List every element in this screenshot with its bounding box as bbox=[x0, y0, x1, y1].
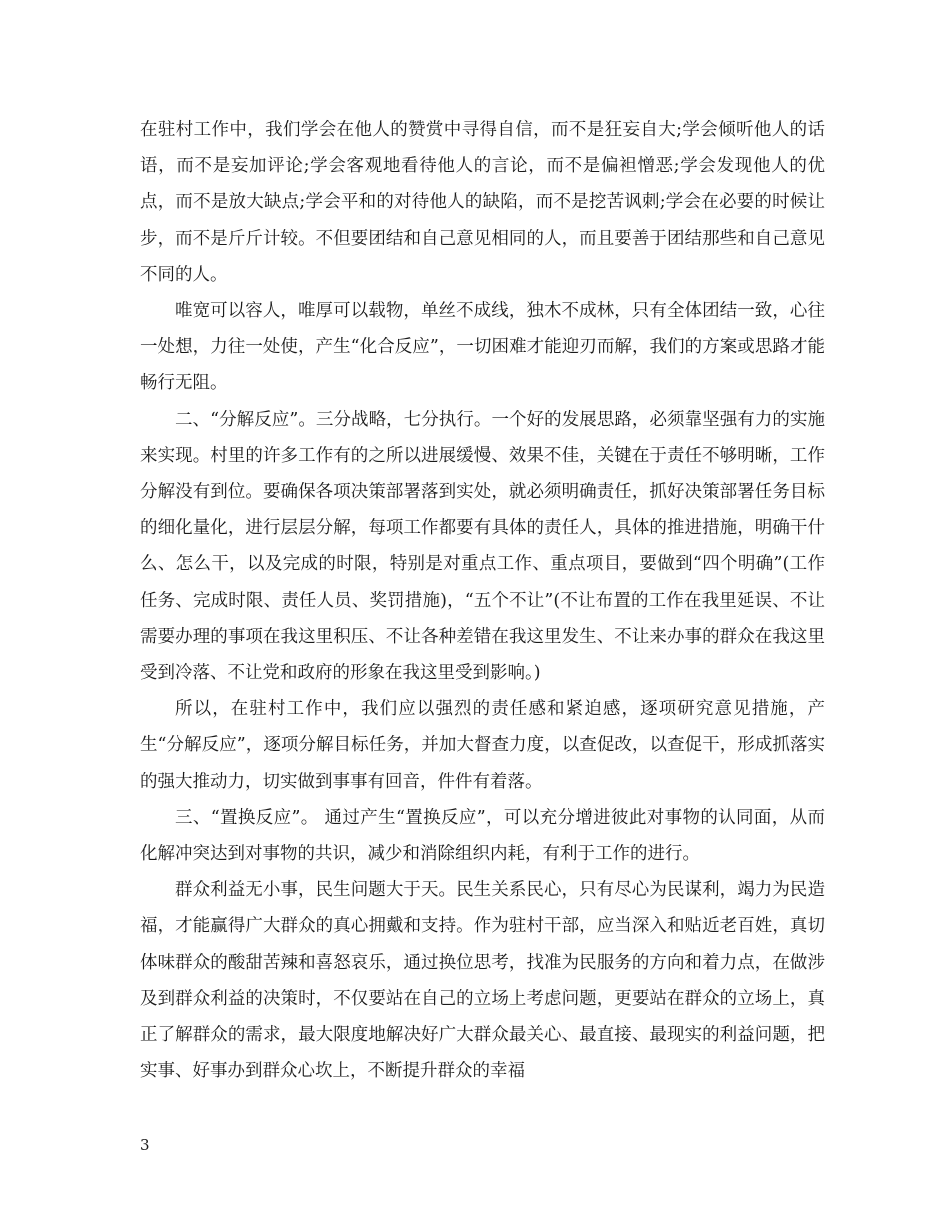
paragraph-3: 二、“分解反应”。三分战略，七分执行。一个好的发展思路，必须靠坚强有力的实施来实现。村里的许多工作有的之所以进展缓慢、效果不佳，关键在于责任不够明晰，工作分解没有到位。要确保各项决策部署落到实处，就必须明确责任，抓好决策部署任务目标的细化量化，进行层层分解，每项工作都要有具体的责任人，具体的推进措施，明确干什么、怎么干，以及完成的时限，特别是对重点工作、重点项目，要做到“四个明确”(工作任务、完成时限、责任人员、奖罚措施)，“五个不让”(不让布置的工作在我里延误、不让需要办理的事项在我这里积压、不让各种差错在我这里发生、不让来办事的群众在我这里受到冷落、不让党和政府的形象在我这里受到影响。) bbox=[140, 409, 825, 684]
paragraph-1: 在驻村工作中，我们学会在他人的赞赏中寻得自信，而不是狂妄自大;学会倾听他人的话语，而不是妄加评论;学会客观地看待他人的言论，而不是偏袒憎恶;学会发现他人的优点，而不是放大缺点;学会平和的对待他人的缺陷，而不是挖苦讽刺;学会在必要的时候让步，而不是斤斤计较。不但要团结和自己意见相同的人，而且要善于团结那些和自己意见不同的人。 bbox=[140, 120, 825, 285]
paragraph-5: 三、“置换反应”。 通过产生“置换反应”，可以充分增进彼此对事物的认同面，从而化解冲突达到对事物的共识，减少和消除组织内耗，有利于工作的进行。 bbox=[140, 807, 825, 865]
page-number: 3 bbox=[140, 1136, 150, 1154]
paragraph-2: 唯宽可以容人，唯厚可以载物，单丝不成线，独木不成林，只有全体团结一致，心往一处想，力往一处使，产生“化合反应”，一切困难才能迎刃而解，我们的方案或思路才能畅行无阻。 bbox=[140, 301, 825, 394]
paragraph-4: 所以，在驻村工作中，我们应以强烈的责任感和紧迫感，逐项研究意见措施，产生“分解反应”，逐项分解目标任务，并加大督查力度，以查促改，以查促干，形成抓落实的强大推动力，切实做到事事有回音，件件有着落。 bbox=[140, 699, 825, 792]
document-body bbox=[140, 112, 825, 1089]
paragraph-6: 群众利益无小事，民生问题大于天。民生关系民心，只有尽心为民谋利，竭力为民造福，才能赢得广大群众的真心拥戴和支持。作为驻村干部，应当深入和贴近老百姓，真切体味群众的酸甜苦辣和喜怒哀乐，通过换位思考，找准为民服务的方向和着力点，在做涉及到群众利益的决策时，不仅要站在自己的立场上考虑问题，更要站在群众的立场上，真正了解群众的需求，最大限度地解决好广大群众最关心、最直接、最现实的利益问题，把实事、好事办到群众心坎上，不断提升群众的幸福 bbox=[140, 880, 825, 1082]
